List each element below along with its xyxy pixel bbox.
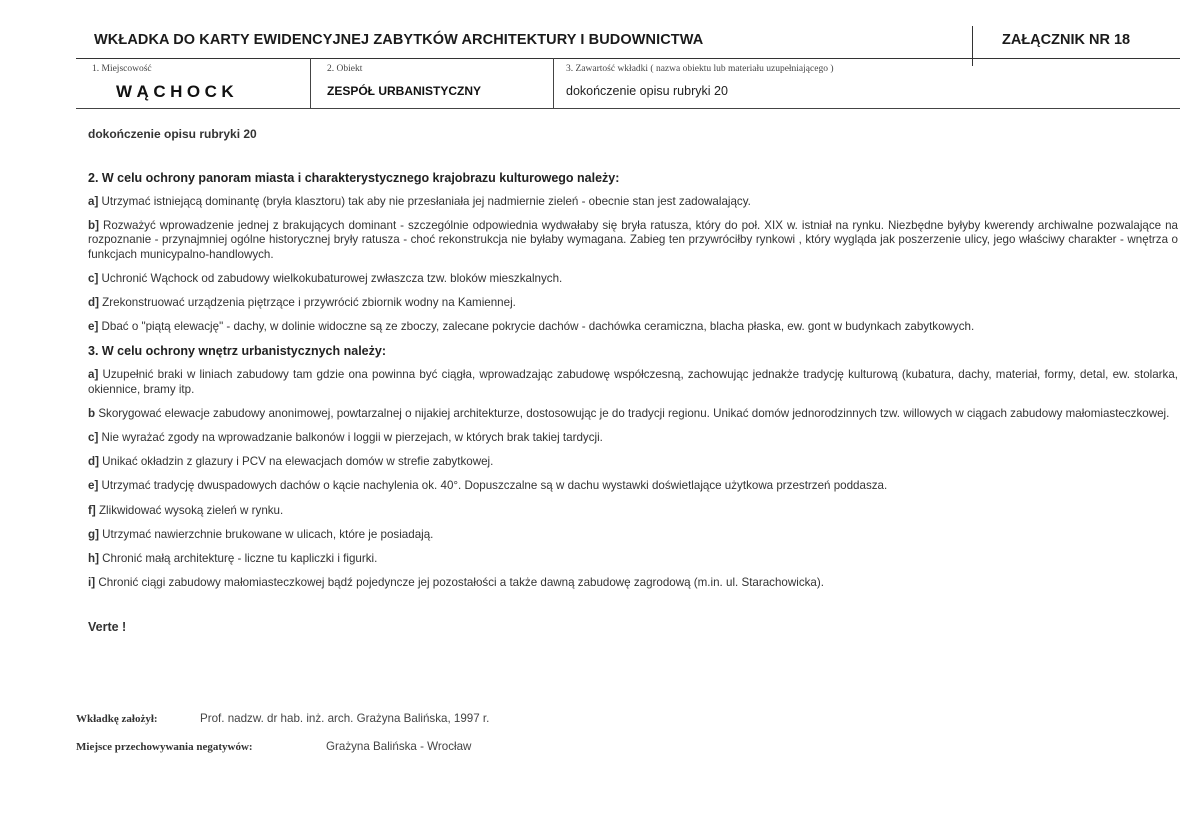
document-title: WKŁADKA DO KARTY EWIDENCYJNEJ ZABYTKÓW ARCHITEKTURY I BUDOWNICTWA	[94, 32, 704, 48]
footer-storage-label: Miejsce przechowywania negatywów:	[76, 741, 253, 753]
field-object-label: 2. Obiekt	[327, 64, 363, 74]
field-content-label: 3. Zawartość wkładki ( nazwa obiektu lub materiału uzupełniającego )	[566, 64, 834, 74]
list-item: b] Rozważyć wprowadzenie jednej z brakujących dominant - szczególnie odpowiednia wydwałaby się bryła ratusza, który do poł. XIX w. istniał na rynku. Niezbędne byłyby kwerendy archiwalne pozwalające na rozpoznanie - przynajmniej ogólne historycznej bryły ratusza - choć rekonstrukcja nie byłaby wymagana. Zabieg ten przywróciłby rynkowi , który wygląda jak poszerzenie ulicy, jego właściwy charakter - wnętrza o funkcjach municypalno-handlowych.	[88, 219, 1178, 261]
intro-line: dokończenie opisu rubryki 20	[88, 127, 257, 141]
footer-author-value: Prof. nadzw. dr hab. inż. arch. Grażyna Balińska, 1997 r.	[200, 712, 490, 725]
footer-author-label: Wkładkę założył:	[76, 713, 158, 725]
list-item: c] Uchronić Wąchock od zabudowy wielkokubaturowej zwłaszcza tzw. bloków mieszkalnych.	[88, 271, 563, 285]
list-item: e] Dbać o "piątą elewację" - dachy, w dolinie widoczne są ze zboczy, zalecane pokrycie dachów - dachówka ceramiczna, blacha płaska, ew. gont w budynkach zabytkowych.	[88, 320, 975, 334]
section-2-list	[88, 195, 1178, 334]
list-item: e] Utrzymać tradycję dwuspadowych dachów o kącie nachylenia ok. 40°. Dopuszczalne są w dachu wystawki doświetlające użytkowa przestrzeń poddasza.	[88, 479, 888, 493]
field-object-value: ZESPÓŁ URBANISTYCZNY	[327, 84, 482, 98]
header-bar	[76, 24, 1180, 59]
footer-author-row	[76, 712, 676, 728]
footer-storage-value: Grażyna Balińska - Wrocław	[326, 740, 472, 753]
list-item: b Skorygować elewacje zabudowy anonimowej, powtarzalnej o nijakiej architekturze, dostosowując je do tradycji regionu. Unikać domów jednorodzinnych tzw. willowych w ciągach zabudowy małomiasteczkowej.	[88, 406, 1170, 420]
verte-note: Verte !	[88, 620, 127, 635]
footer-storage-row	[76, 740, 676, 756]
document-body	[88, 127, 1178, 634]
field-town	[76, 58, 311, 109]
field-object	[311, 58, 554, 109]
section-3-heading: 3. W celu ochrony wnętrz urbanistycznych należy:	[88, 344, 386, 359]
field-town-value: WĄCHOCK	[116, 82, 239, 101]
list-item: a] Utrzymać istniejącą dominantę (bryła klasztoru) tak aby nie przesłaniała jej nadmiernie zieleń - obecnie stan jest zadowalający.	[88, 195, 751, 208]
list-item: h] Chronić małą architekturę - liczne tu kapliczki i figurki.	[88, 552, 378, 566]
field-town-label: 1. Miejscowość	[92, 64, 152, 74]
field-content	[554, 58, 1180, 109]
list-item: a] Uzupełnić braki w liniach zabudowy tam gdzie ona powinna być ciągła, wprowadzając zabudowę współczesną, zachowując jednakże tradycję kulturową (kubatura, dachy, materiał, formy, detal, ew. stolarka, okiennice, bramy itp.	[88, 368, 1178, 396]
list-item: i] Chronić ciągi zabudowy małomiasteczkowej bądź pojedyncze jej pozostałości a także dawną zabudowę zagrodową (m.in. ul. Starachowicka).	[88, 576, 824, 590]
annex-number: ZAŁĄCZNIK NR 18	[1002, 32, 1131, 48]
list-item: c] Nie wyrażać zgody na wprowadzanie balkonów i loggii w pierzejach, w których brak takiej tardycji.	[88, 431, 603, 445]
list-item: f] Zlikwidować wysoką zieleń w rynku.	[88, 503, 284, 517]
section-3-list	[88, 368, 1178, 590]
field-content-value: dokończenie opisu rubryki 20	[566, 84, 728, 98]
list-item: d] Zrekonstruować urządzenia piętrzące i przywrócić zbiornik wodny na Kamiennej.	[88, 296, 516, 310]
list-item: g] Utrzymać nawierzchnie brukowane w ulicach, które je posiadają.	[88, 527, 434, 541]
list-item: d] Unikać okładzin z glazury i PCV na elewacjach domów w strefie zabytkowej.	[88, 455, 494, 469]
section-2-heading: 2. W celu ochrony panoram miasta i charakterystycznego krajobrazu kulturowego należy:	[88, 171, 620, 185]
fields-row	[76, 58, 1180, 110]
